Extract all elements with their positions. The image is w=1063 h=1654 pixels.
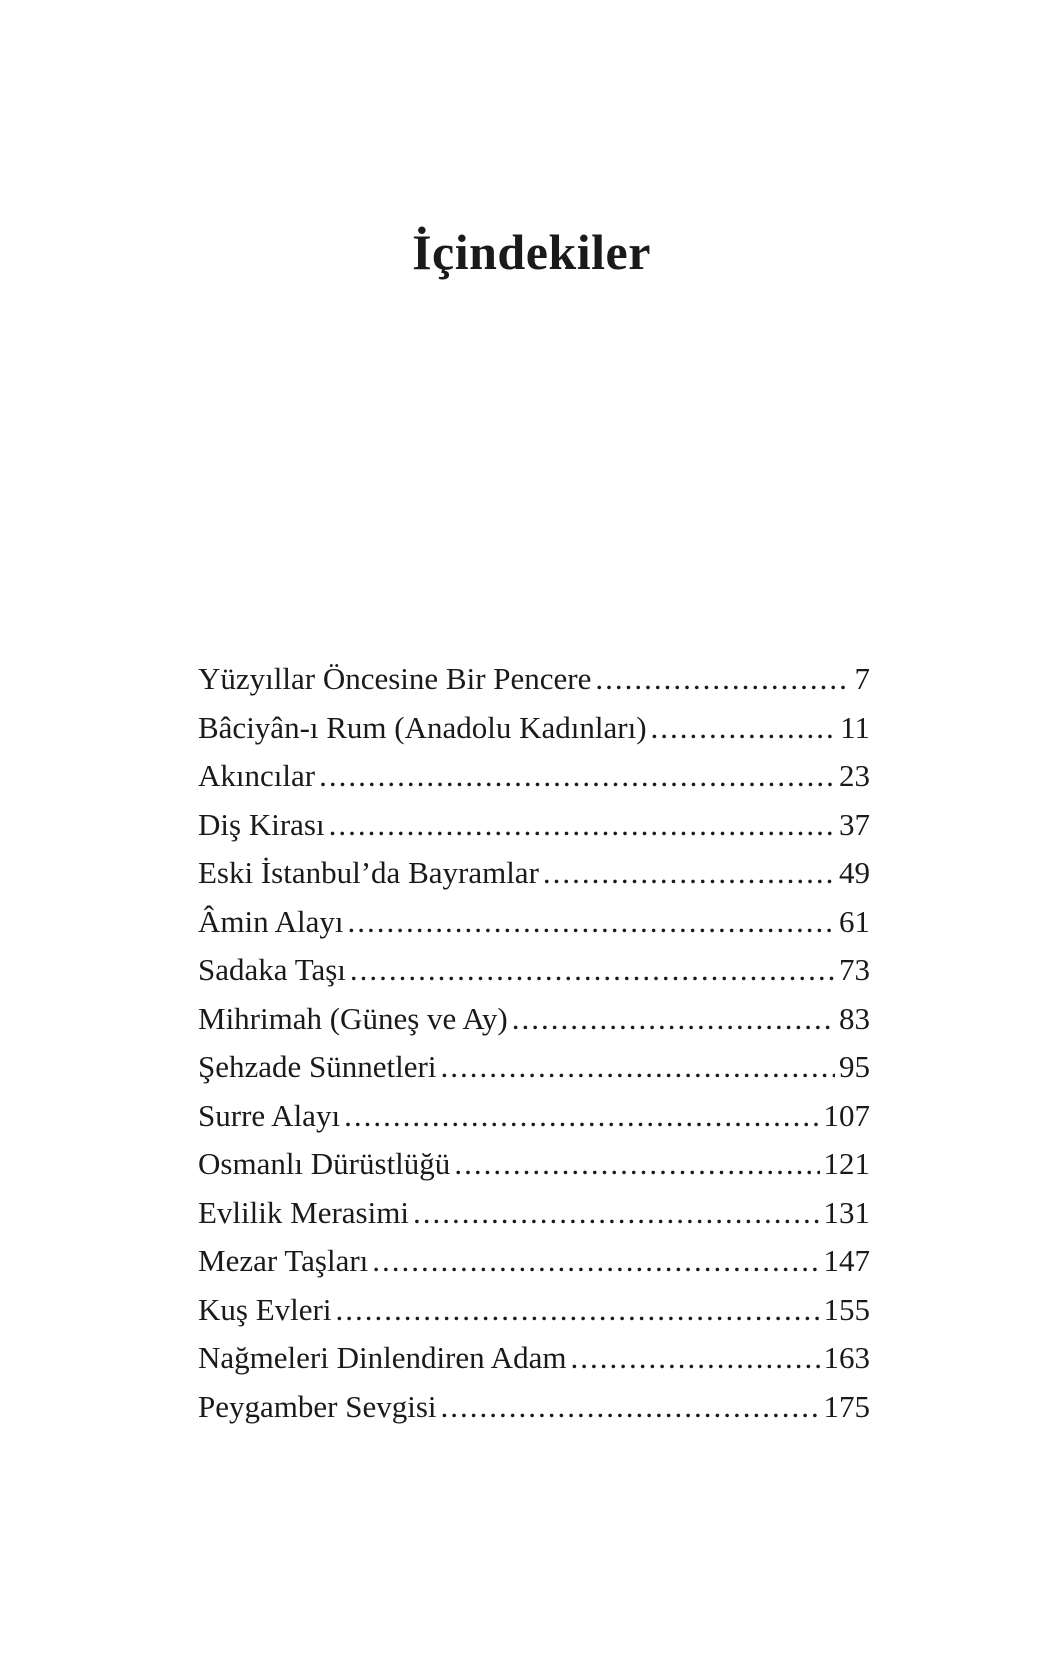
dot-leader	[348, 898, 835, 947]
toc-entry-page: 163	[823, 1340, 870, 1375]
dot-leader	[413, 1189, 820, 1238]
dot-leader	[441, 1383, 820, 1432]
toc-entry[interactable]	[198, 752, 870, 801]
dot-leader	[454, 1140, 819, 1189]
toc-entry-page: 155	[823, 1291, 870, 1327]
toc-entry[interactable]	[198, 1237, 870, 1286]
toc-entry[interactable]	[198, 1043, 870, 1092]
dot-leader	[595, 655, 850, 704]
toc-entry[interactable]	[198, 946, 870, 995]
dot-leader	[350, 946, 835, 995]
toc-entry[interactable]	[198, 1140, 870, 1189]
toc-entry-title: Evlilik Merasimi	[198, 1194, 409, 1230]
toc-entry-title: Kuş Evleri	[198, 1291, 332, 1327]
dot-leader	[543, 849, 835, 898]
toc-entry[interactable]	[198, 898, 870, 947]
dot-leader	[440, 1043, 835, 1092]
dot-leader	[651, 704, 837, 753]
toc-entry-page: 37	[839, 806, 870, 842]
dot-leader	[570, 1334, 819, 1383]
toc-entry-title: Âmin Alayı	[198, 903, 344, 939]
toc-entry[interactable]	[198, 995, 870, 1044]
toc-entry[interactable]	[198, 704, 870, 753]
toc-entry[interactable]	[198, 1334, 870, 1383]
toc-entry[interactable]	[198, 849, 870, 898]
toc-entry[interactable]	[198, 801, 870, 850]
toc-entry-page: 95	[839, 1049, 870, 1084]
toc-entry-page: 175	[823, 1388, 870, 1424]
toc-entry-title: Mezar Taşları	[198, 1243, 369, 1278]
toc-entry-page: 61	[839, 903, 870, 939]
dot-leader	[344, 1092, 819, 1141]
toc-entry-page: 147	[823, 1243, 870, 1278]
toc-entry[interactable]	[198, 1189, 870, 1238]
toc-entry-title: Bâciyân-ı Rum (Anadolu Kadınları)	[198, 709, 647, 745]
toc-entry-page: 7	[854, 661, 870, 696]
toc-entry-title: Sadaka Taşı	[198, 952, 346, 987]
toc-entry-page: 11	[840, 709, 870, 745]
table-of-contents	[198, 655, 870, 1431]
dot-leader	[372, 1237, 819, 1286]
toc-entry-title: Surre Alayı	[198, 1097, 341, 1133]
toc-entry-page: 107	[823, 1097, 870, 1133]
toc-entry-page: 49	[839, 855, 870, 890]
toc-entry-page: 131	[823, 1194, 870, 1230]
dot-leader	[335, 1286, 819, 1335]
toc-entry-page: 73	[839, 952, 870, 987]
toc-entry-page: 83	[839, 1000, 870, 1036]
toc-entry-title: Eski İstanbul’da Bayramlar	[198, 855, 539, 890]
toc-entry-title: Yüzyıllar Öncesine Bir Pencere	[198, 661, 592, 696]
dot-leader	[512, 995, 835, 1044]
toc-entry[interactable]	[198, 1092, 870, 1141]
toc-entry-page: 23	[839, 758, 870, 793]
dot-leader	[319, 752, 835, 801]
toc-entry-page: 121	[823, 1146, 870, 1181]
toc-entry[interactable]	[198, 655, 870, 704]
toc-entry-title: Osmanlı Dürüstlüğü	[198, 1146, 451, 1181]
toc-entry-title: Nağmeleri Dinlendiren Adam	[198, 1340, 567, 1375]
toc-entry-title: Akıncılar	[198, 758, 316, 793]
toc-entry-title: Diş Kirası	[198, 806, 325, 842]
toc-entry[interactable]	[198, 1286, 870, 1335]
toc-entry-title: Peygamber Sevgisi	[198, 1388, 437, 1424]
toc-entry[interactable]	[198, 1383, 870, 1432]
toc-entry-title: Şehzade Sünnetleri	[198, 1049, 437, 1084]
toc-entry-title: Mihrimah (Güneş ve Ay)	[198, 1000, 508, 1036]
page-title: İçindekiler	[412, 224, 651, 280]
dot-leader	[329, 801, 835, 850]
